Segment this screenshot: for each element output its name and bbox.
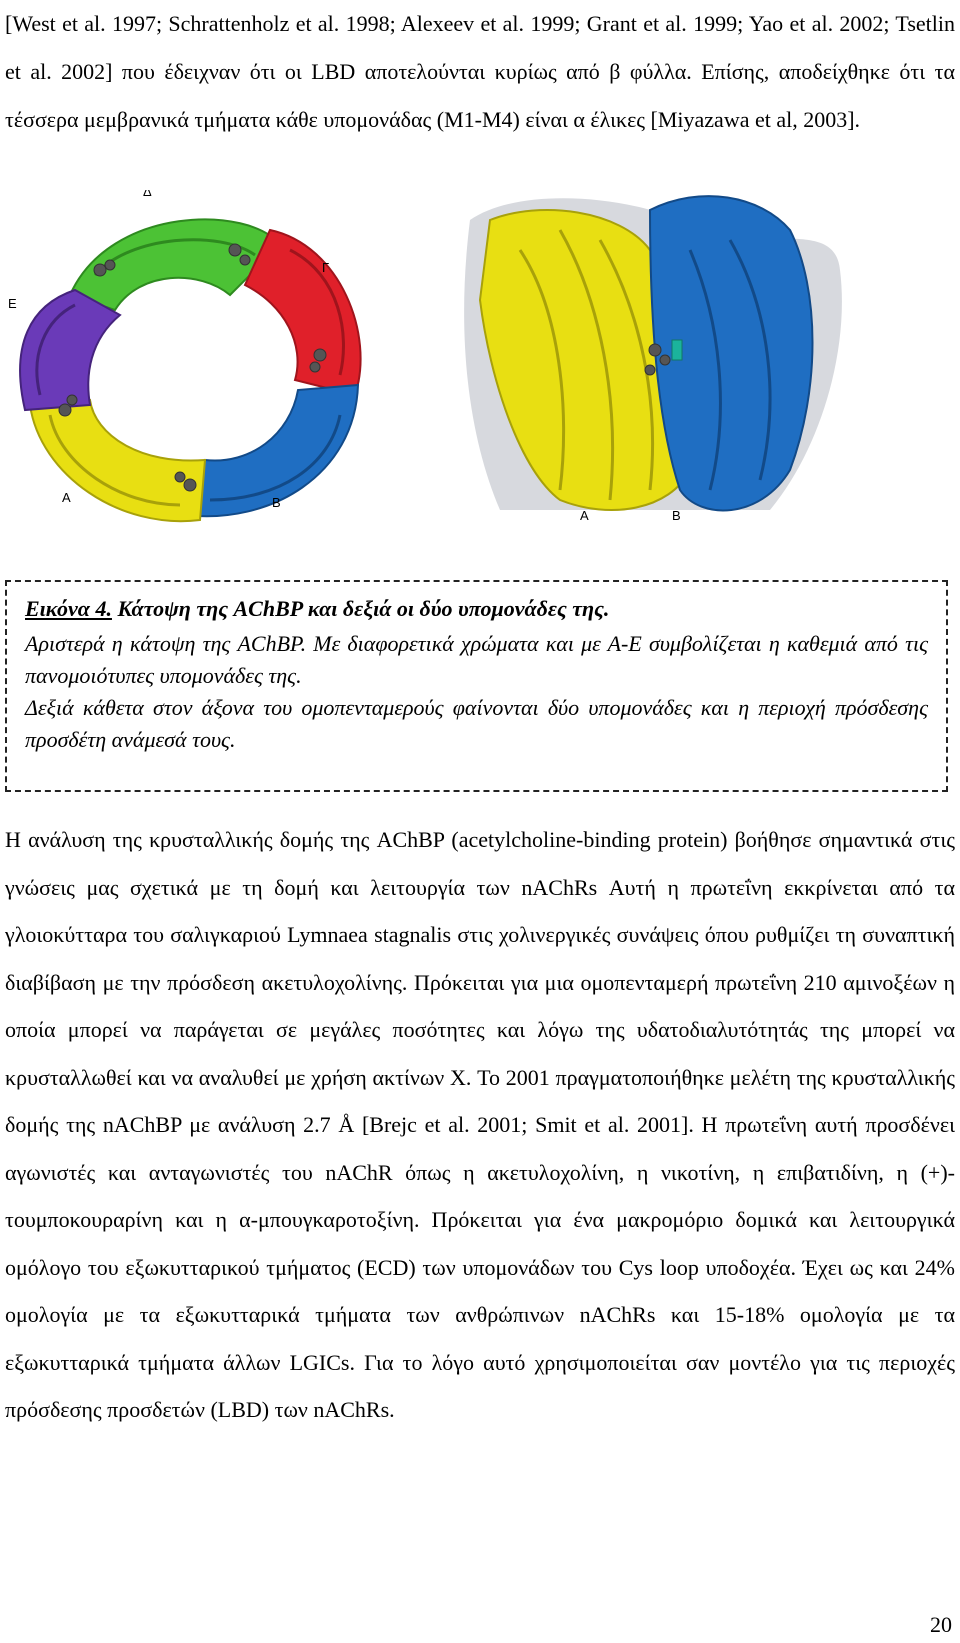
caption-title-text: Κάτοψη της AChBP και δεξιά οι δύο υπομονάδες της.	[111, 596, 610, 621]
caption-line-1: Αριστερά η κάτοψη της AChBP. Με διαφορετικά χρώματα και με Α-Ε συμβολίζεται η καθεμιά από τις πανομοιότυπες υπομονάδες της.	[25, 631, 928, 688]
subunit-g-red	[245, 230, 361, 395]
label-a-side: Α	[580, 508, 589, 523]
intro-paragraph: [West et al. 1997; Schrattenholz et al. 1998; Alexeev et al. 1999; Grant et al. 1999; Yao et al. 2002; Tsetlin et al. 2002] που έδειχναν ότι οι LBD αποτελούνται κυρίως από β φύλλα. Επίσης, αποδείχθηκε ότι τα τέσσερα μεμβρανικά τμήματα κάθε υπομονάδας (M1-M4) είναι α έλικες [Miyazawa et al, 2003].	[5, 11, 955, 132]
caption-line-2: Δεξιά κάθετα στον άξονα του ομοπενταμερούς φαίνονται δύο υπομονάδες και η περιοχή πρόσδεσης προσδέτη ανάμεσά τους.	[25, 695, 928, 752]
subunit-e-purple	[20, 290, 120, 410]
body-paragraph: Η ανάλυση της κρυσταλλικής δομής της AChBP (acetylcholine-binding protein) βοήθησε σημαντικά στις γνώσεις μας σχετικά με τη δομή και λειτουργία των nAChRs Αυτή η πρωτεΐνη εκκρίνεται από τα γλοιοκύτταρα του σαλιγκαριού Lymnaea stagnalis στις χολινεργικές συνάψεις όπου ρυθμίζει τη συναπτική διαβίβαση με την πρόσδεση ακετυλοχολίνης. Πρόκειται για μια ομοπενταμερή πρωτεΐνη 210 αμινοξέων η οποία μπορεί να παράγεται σε μεγάλες ποσότητες και λόγω της υδατοδιαλυτότητάς της μπορεί να κρυσταλλωθεί και να αναλυθεί με χρήση ακτίνων X. Το 2001 πραγματοποιήθηκε μελέτη της κρυσταλλικής δομής της nAChBP με ανάλυση 2.7 Å [Brejc et al. 2001; Smit et al. 2001]. Η πρωτεΐνη αυτή προσδένει αγωνιστές και ανταγωνιστές του nAChR όπως η ακετυλοχολίνη, η νικοτίνη, η επιβατιδίνη, η (+)-τουμποκουραρίνη και η α-μπουγκαροτοξίνη. Πρόκειται για ένα μακρομόριο δομικά και λειτουργικά ομόλογο του εξωκυτταρικού τμήματος (ECD) των υπομονάδων του Cys loop υποδοχέα. Έχει ως και 24% ομολογία με τα εξωκυτταρικά τμήματα των ανθρώπινων nAChRs και 15-18% ομολογία με τα εξωκυτταρικά τμήματα άλλων LGICs. Για το λόγο αυτό χρησιμοποιείται σαν μοντέλο για τις περιοχές πρόσδεσης προσδετών (LBD) των nAChRs.	[5, 827, 955, 1422]
figure-4-illustration	[0, 190, 960, 560]
caption-title	[25, 596, 928, 622]
label-a: Α	[62, 490, 71, 505]
label-e: Ε	[8, 296, 17, 311]
pentamer-top-view	[8, 190, 361, 521]
label-g: Γ	[322, 260, 330, 275]
subunit-a-yellow	[30, 400, 205, 521]
label-b-side: Β	[672, 508, 681, 523]
label-d: Δ	[143, 190, 152, 199]
label-b: Β	[272, 495, 281, 510]
figure-caption	[5, 580, 948, 792]
page-number: 20	[930, 1612, 952, 1637]
two-subunits-side-view	[464, 196, 842, 523]
caption-label: Εικόνα 4.	[25, 596, 112, 621]
figure-4	[0, 190, 960, 560]
